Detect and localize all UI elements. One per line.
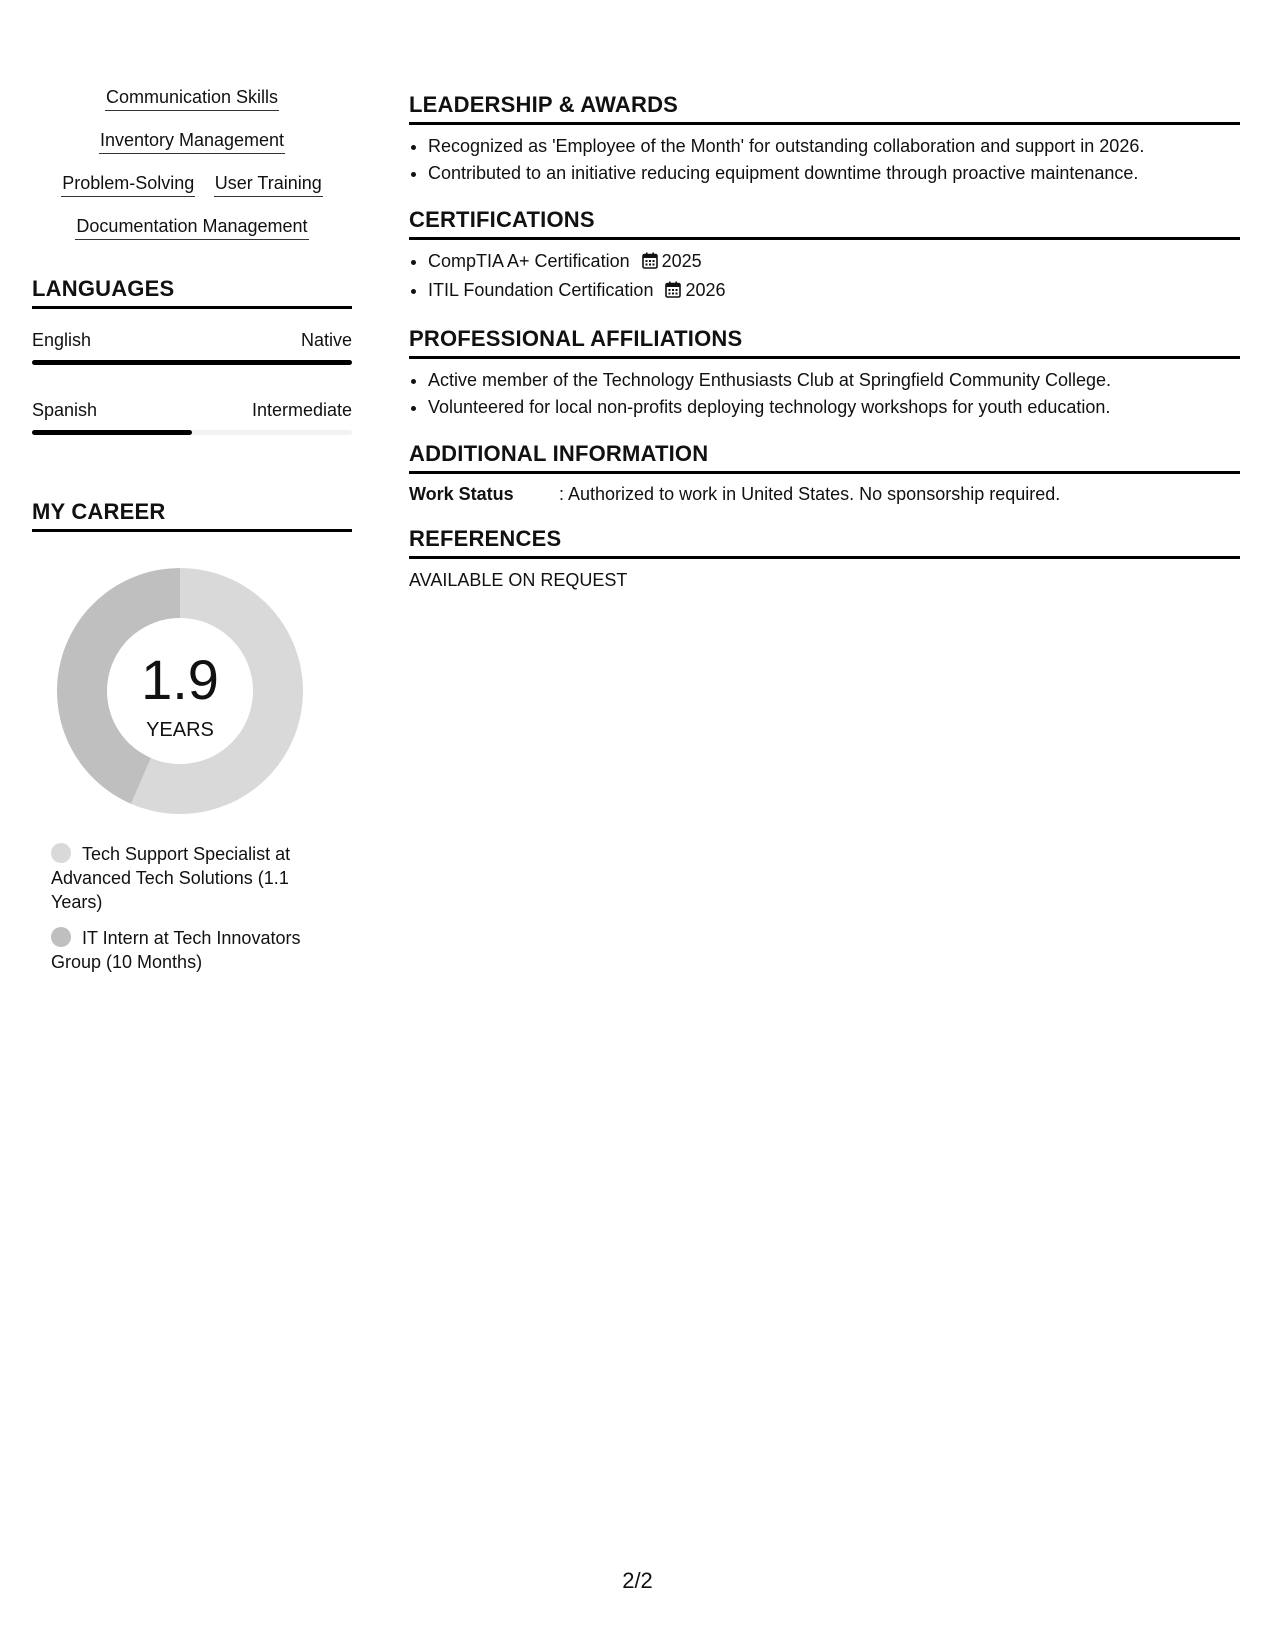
language-name: Spanish [32, 400, 98, 420]
calendar-icon [665, 279, 681, 306]
certification-name: CompTIA A+ Certification [428, 251, 630, 271]
language-bar [32, 430, 352, 435]
skill-tag: Problem-Solving [61, 172, 195, 197]
additional-info-title: ADDITIONAL INFORMATION [409, 441, 1240, 474]
career-title: MY CAREER [32, 499, 352, 532]
additional-info-section [409, 441, 1240, 506]
certification-name: ITIL Foundation Certification [428, 280, 654, 300]
list-item: • Contributed to an initiative reducing equipment downtime through proactive maintenance. [428, 160, 1240, 187]
list-item [428, 277, 1240, 306]
work-status-value: : Authorized to work in United States. No sponsorship required. [559, 484, 1061, 504]
legend-item [51, 842, 341, 914]
legend-label: IT Intern at Tech Innovators Group (10 Months) [51, 928, 301, 972]
work-status-label: Work Status [409, 484, 514, 504]
skill-tag: Inventory Management [99, 129, 285, 154]
certifications-title: CERTIFICATIONS [409, 207, 1240, 240]
references-text: AVAILABLE ON REQUEST [409, 570, 628, 590]
career-total-value: 1.9 [141, 648, 219, 711]
legend-dot [51, 927, 71, 947]
skill-tag: Documentation Management [75, 215, 308, 240]
left-column [32, 86, 352, 986]
legend-label: Tech Support Specialist at Advanced Tech Solutions (1.1 Years) [51, 844, 291, 912]
leadership-section [409, 92, 1240, 187]
list-item: • Active member of the Technology Enthusiasts Club at Springfield Community College. [428, 367, 1240, 394]
leadership-title: LEADERSHIP & AWARDS [409, 92, 1240, 125]
language-spanish [32, 399, 352, 435]
career-total-unit: YEARS [146, 719, 214, 741]
language-level: Intermediate [251, 400, 352, 420]
language-bar-fill [32, 360, 352, 365]
skill-tag: User Training [214, 172, 323, 197]
certification-year: 2026 [685, 280, 726, 300]
list-item: • Recognized as 'Employee of the Month' for outstanding collaboration and support in 2026. [428, 133, 1240, 160]
language-english [32, 329, 352, 365]
certifications-section [409, 207, 1240, 306]
language-name: English [32, 330, 92, 350]
references-section [409, 526, 1240, 592]
certification-year: 2025 [661, 251, 702, 271]
list-item [428, 248, 1240, 277]
calendar-icon [642, 250, 658, 277]
list-item: • Volunteered for local non-profits deploying technology workshops for youth education. [428, 394, 1240, 421]
legend-item [51, 926, 341, 974]
skills-list [32, 86, 352, 241]
skill-tag: Communication Skills [105, 86, 279, 111]
references-title: REFERENCES [409, 526, 1240, 559]
affiliations-section [409, 326, 1240, 421]
language-bar-fill [32, 430, 192, 435]
language-level: Native [300, 330, 352, 350]
language-bar [32, 360, 352, 365]
career-donut-chart [55, 566, 305, 816]
legend-dot [51, 843, 71, 863]
page-number: 2/2 [622, 1568, 653, 1593]
career-legend [51, 842, 341, 974]
languages-title: LANGUAGES [32, 276, 352, 309]
right-column [409, 92, 1240, 612]
affiliations-title: PROFESSIONAL AFFILIATIONS [409, 326, 1240, 359]
